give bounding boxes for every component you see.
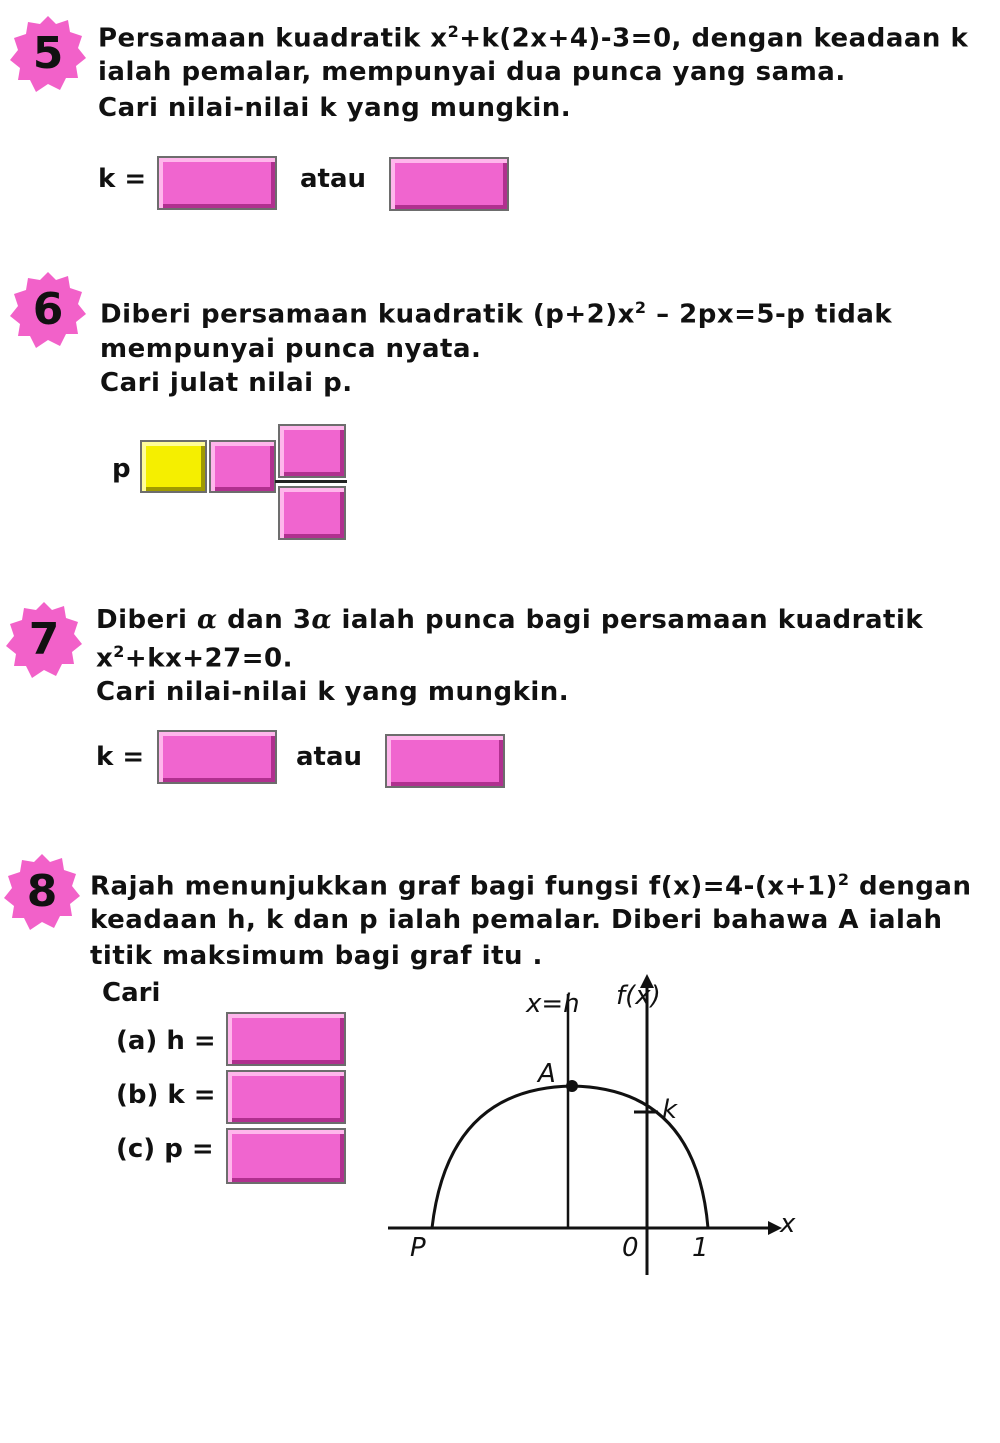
- q8-part-b-box[interactable]: [226, 1070, 346, 1124]
- q5-answer-box-2[interactable]: [389, 157, 509, 211]
- question-5-badge: [8, 14, 88, 94]
- q7-text-line-2: $x^2+kx+27=0$.: [96, 642, 293, 674]
- label-one: 1: [692, 1233, 709, 1263]
- label-x-equals-h: x=h: [526, 989, 580, 1019]
- question-number: 6: [32, 284, 64, 335]
- q6-text-line-1: Diberi persamaan kuadratik $(p+2)x^2 - 2px=5-p$ tidak: [100, 298, 893, 330]
- question-number: 8: [26, 866, 58, 917]
- label-origin: 0: [622, 1233, 639, 1263]
- q6-denominator-box[interactable]: [278, 486, 346, 540]
- q7-answer-box-1[interactable]: [157, 730, 277, 784]
- q8-part-c-box[interactable]: [226, 1128, 346, 1184]
- q8-text-line-3: titik maksimum bagi graf itu .: [90, 941, 543, 971]
- q5-text-line-2: ialah pemalar, mempunyai dua punca yang sama.: [98, 57, 846, 87]
- q8-text-line-2: keadaan h, k dan p ialah pemalar. Diberi bahawa A ialah: [90, 905, 943, 935]
- question-number: 5: [32, 28, 64, 79]
- label-k: k: [662, 1095, 678, 1125]
- label-x-axis: x: [780, 1209, 796, 1239]
- q8-cari-label: Cari: [102, 978, 161, 1008]
- q7-answer-box-2[interactable]: [385, 734, 505, 788]
- q6-text-line-3: Cari julat nilai p.: [100, 368, 353, 398]
- max-point-A: [566, 1080, 578, 1092]
- q5-text-line-3: Cari nilai-nilai k yang mungkin.: [98, 93, 572, 123]
- q7-text-line-3: Cari nilai-nilai k yang mungkin.: [96, 677, 570, 707]
- q6-text-line-2: mempunyai punca nyata.: [100, 334, 482, 364]
- q6-fraction-bar: [275, 480, 347, 483]
- q5-or-text: atau: [300, 164, 367, 194]
- question-6-badge: [8, 270, 88, 350]
- question-number: 7: [28, 614, 60, 665]
- q5-text-line-1: Persamaan kuadratik $x^2+k(2x+4)-3=0$, dengan keadaan k: [98, 22, 969, 54]
- q7-answer-label: k =: [96, 742, 145, 772]
- q5-answer-box-1[interactable]: [157, 156, 277, 210]
- question-7-badge: [4, 600, 84, 680]
- q5-answer-label: k =: [98, 164, 147, 194]
- q8-text-line-1: Rajah menunjukkan graf bagi fungsi $f(x)=4-(x+1)^2$ dengan: [90, 870, 972, 902]
- q6-sign-box[interactable]: [140, 440, 207, 493]
- q8-part-a-box[interactable]: [226, 1012, 346, 1066]
- label-P: P: [410, 1233, 426, 1263]
- label-fx: f(x): [616, 981, 661, 1011]
- label-A: A: [538, 1059, 556, 1089]
- q6-integer-box[interactable]: [209, 440, 276, 493]
- q7-or-text: atau: [296, 742, 363, 772]
- q8-function-graph: [370, 970, 820, 1290]
- q8-part-b-label: (b) k =: [116, 1080, 216, 1110]
- q8-part-c-label: (c) p =: [116, 1134, 214, 1164]
- q6-answer-label: p: [112, 454, 131, 484]
- q7-text-line-1: Diberi α dan 3α ialah punca bagi persamaan kuadratik: [96, 605, 924, 635]
- q8-part-a-label: (a) h =: [116, 1026, 216, 1056]
- q6-numerator-box[interactable]: [278, 424, 346, 478]
- question-8-badge: [2, 852, 82, 932]
